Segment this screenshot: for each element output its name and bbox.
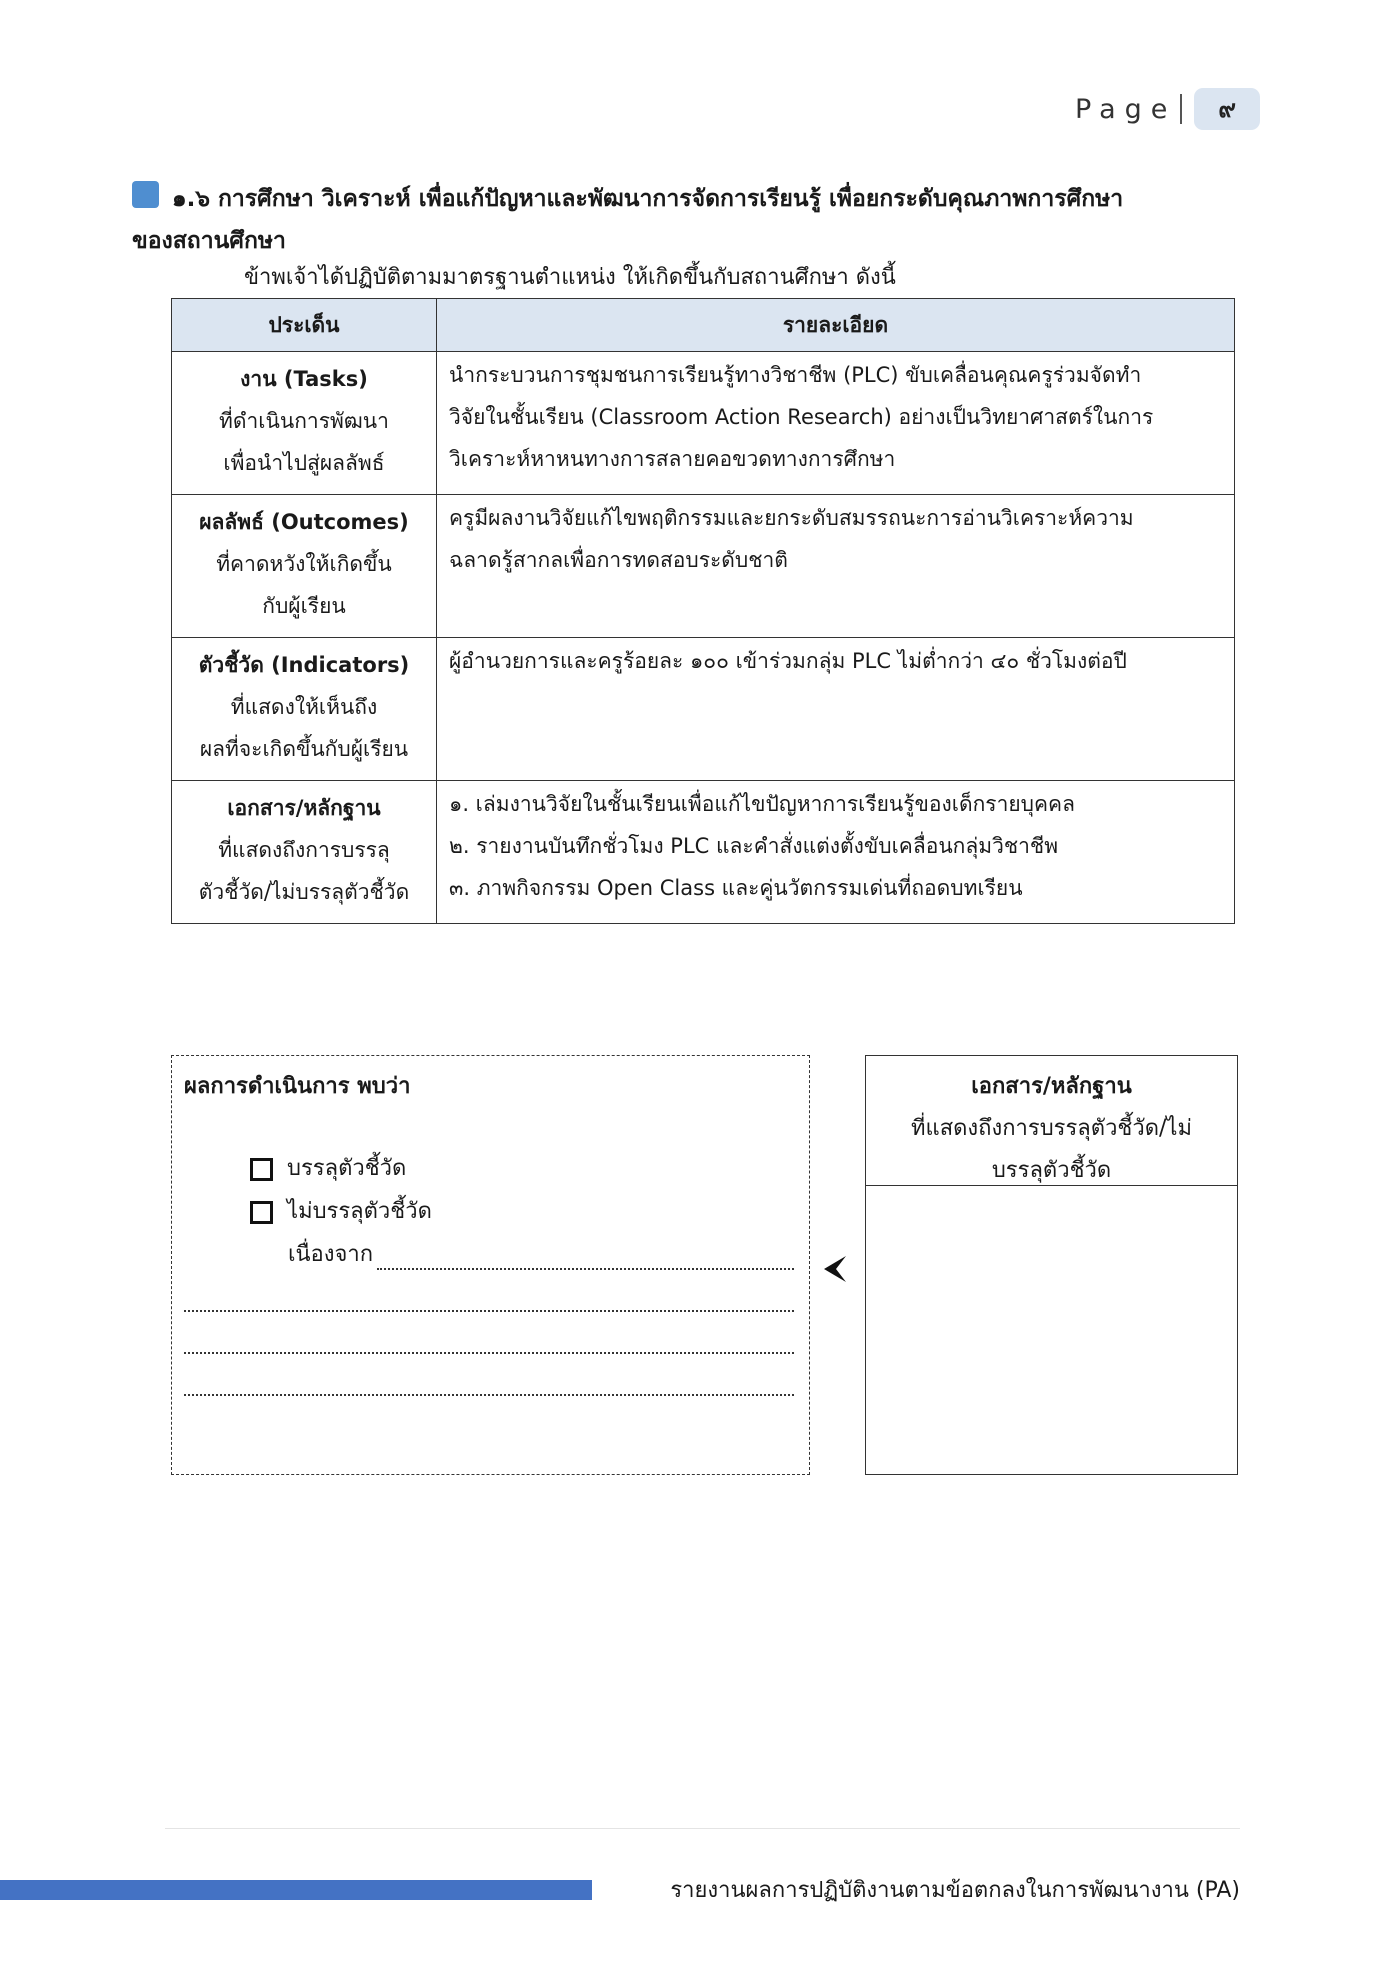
topic-cell bbox=[172, 495, 437, 638]
detail-line: ๓. ภาพกิจกรรม Open Class และคู่นวัตกรรมเด่นที่ถอดบทเรียน bbox=[449, 876, 1023, 900]
topic-subtitle: ที่คาดหวังให้เกิดขึ้น bbox=[216, 552, 392, 576]
arrowhead-left-icon bbox=[822, 1254, 848, 1292]
detail-line: ครูมีผลงานวิจัยแก้ไขพฤติกรรมและยกระดับสมรรถนะการอ่านวิเคราะห์ความ bbox=[449, 506, 1134, 530]
topic-subtitle: ตัวชี้วัด/ไม่บรรลุตัวชี้วัด bbox=[198, 880, 410, 904]
fill-line[interactable] bbox=[184, 1310, 794, 1312]
topic-subtitle: ที่แสดงถึงการบรรลุ bbox=[218, 838, 390, 862]
evidence-subtitle: บรรลุตัวชี้วัด bbox=[991, 1158, 1112, 1183]
detail-line: ฉลาดรู้สากลเพื่อการทดสอบระดับชาติ bbox=[449, 548, 788, 572]
topic-cell bbox=[172, 781, 437, 924]
standards-table bbox=[171, 298, 1235, 924]
page-divider bbox=[1180, 94, 1182, 124]
achieved-checkbox[interactable] bbox=[250, 1158, 273, 1181]
section-title-line1: ๑.๖ การศึกษา วิเคราะห์ เพื่อแก้ปัญหาและพัฒนาการจัดการเรียนรู้ เพื่อยกระดับคุณภาพการศึกษา bbox=[172, 186, 1124, 212]
topic-subtitle: ที่ดำเนินการพัฒนา bbox=[219, 409, 389, 433]
detail-cell bbox=[437, 352, 1235, 495]
not-achieved-label: ไม่บรรลุตัวชี้วัด bbox=[287, 1199, 432, 1224]
result-box bbox=[171, 1055, 810, 1475]
column-header-topic: ประเด็น bbox=[172, 299, 437, 352]
intro-text: ข้าพเจ้าได้ปฏิบัติตามมาตรฐานตำแหน่ง ให้เกิดขึ้นกับสถานศึกษา ดังนี้ bbox=[244, 265, 896, 290]
topic-cell bbox=[172, 352, 437, 495]
option-not-achieved[interactable] bbox=[250, 1191, 432, 1233]
evidence-content-area[interactable] bbox=[866, 1186, 1237, 1474]
topic-title: เอกสาร/หลักฐาน bbox=[227, 796, 381, 820]
detail-line: ๒. รายงานบันทึกชั่วโมง PLC และคำสั่งแต่งตั้งขับเคลื่อนกลุ่มวิชาชีพ bbox=[449, 834, 1059, 858]
topic-title: งาน (Tasks) bbox=[240, 367, 368, 391]
section-title-line2: ของสถานศึกษา bbox=[132, 228, 286, 254]
evidence-title: เอกสาร/หลักฐาน bbox=[971, 1074, 1132, 1099]
evidence-header bbox=[866, 1056, 1237, 1186]
detail-line: วิเคราะห์หาหนทางการสลายคอขวดทางการศึกษา bbox=[449, 447, 896, 471]
topic-title: ตัวชี้วัด (Indicators) bbox=[198, 653, 410, 677]
because-fill-line[interactable] bbox=[377, 1268, 794, 1270]
footer-divider bbox=[165, 1828, 1240, 1829]
table-header-row bbox=[172, 299, 1235, 352]
table-row bbox=[172, 781, 1235, 924]
detail-line: ผู้อำนวยการและครูร้อยละ ๑๐๐ เข้าร่วมกลุ่ม PLC ไม่ต่ำกว่า ๔๐ ชั่วโมงต่อปี bbox=[449, 649, 1127, 673]
table-row bbox=[172, 352, 1235, 495]
column-header-detail: รายละเอียด bbox=[437, 299, 1235, 352]
square-bullet-icon bbox=[132, 181, 159, 208]
achieved-label: บรรลุตัวชี้วัด bbox=[287, 1156, 407, 1181]
evidence-subtitle: ที่แสดงถึงการบรรลุตัวชี้วัด/ไม่ bbox=[911, 1116, 1192, 1141]
footer-text: รายงานผลการปฏิบัติงานตามข้อตกลงในการพัฒนางาน (PA) bbox=[670, 1878, 1240, 1903]
topic-subtitle: ที่แสดงให้เห็นถึง bbox=[230, 695, 378, 719]
detail-line: วิจัยในชั้นเรียน (Classroom Action Research) อย่างเป็นวิทยาศาสตร์ในการ bbox=[449, 405, 1154, 429]
topic-subtitle: เพื่อนำไปสู่ผลลัพธ์ bbox=[223, 451, 385, 475]
result-title: ผลการดำเนินการ พบว่า bbox=[184, 1074, 411, 1099]
not-achieved-checkbox[interactable] bbox=[250, 1201, 273, 1224]
detail-cell bbox=[437, 781, 1235, 924]
because-label: เนื่องจาก bbox=[288, 1242, 374, 1267]
topic-cell bbox=[172, 638, 437, 781]
footer-accent-bar bbox=[0, 1880, 592, 1900]
detail-line: ๑. เล่มงานวิจัยในชั้นเรียนเพื่อแก้ไขปัญหาการเรียนรู้ของเด็กรายบุคคล bbox=[449, 792, 1075, 816]
fill-line[interactable] bbox=[184, 1352, 794, 1354]
section-heading bbox=[132, 178, 1232, 262]
topic-subtitle: ผลที่จะเกิดขึ้นกับผู้เรียน bbox=[199, 737, 409, 761]
topic-subtitle: กับผู้เรียน bbox=[262, 594, 346, 618]
table-row bbox=[172, 495, 1235, 638]
section-title bbox=[132, 178, 1232, 262]
option-achieved[interactable] bbox=[250, 1148, 406, 1190]
page-number: ๙ bbox=[1194, 88, 1260, 130]
fill-line[interactable] bbox=[184, 1394, 794, 1396]
detail-line: นำกระบวนการชุมชนการเรียนรู้ทางวิชาชีพ (PLC) ขับเคลื่อนคุณครูร่วมจัดทำ bbox=[449, 363, 1142, 387]
evidence-box bbox=[865, 1055, 1238, 1475]
page-header bbox=[1075, 88, 1260, 130]
page-label: Page bbox=[1075, 93, 1177, 125]
topic-title: ผลลัพธ์ (Outcomes) bbox=[199, 510, 409, 534]
detail-cell bbox=[437, 495, 1235, 638]
table-row bbox=[172, 638, 1235, 781]
detail-cell bbox=[437, 638, 1235, 781]
